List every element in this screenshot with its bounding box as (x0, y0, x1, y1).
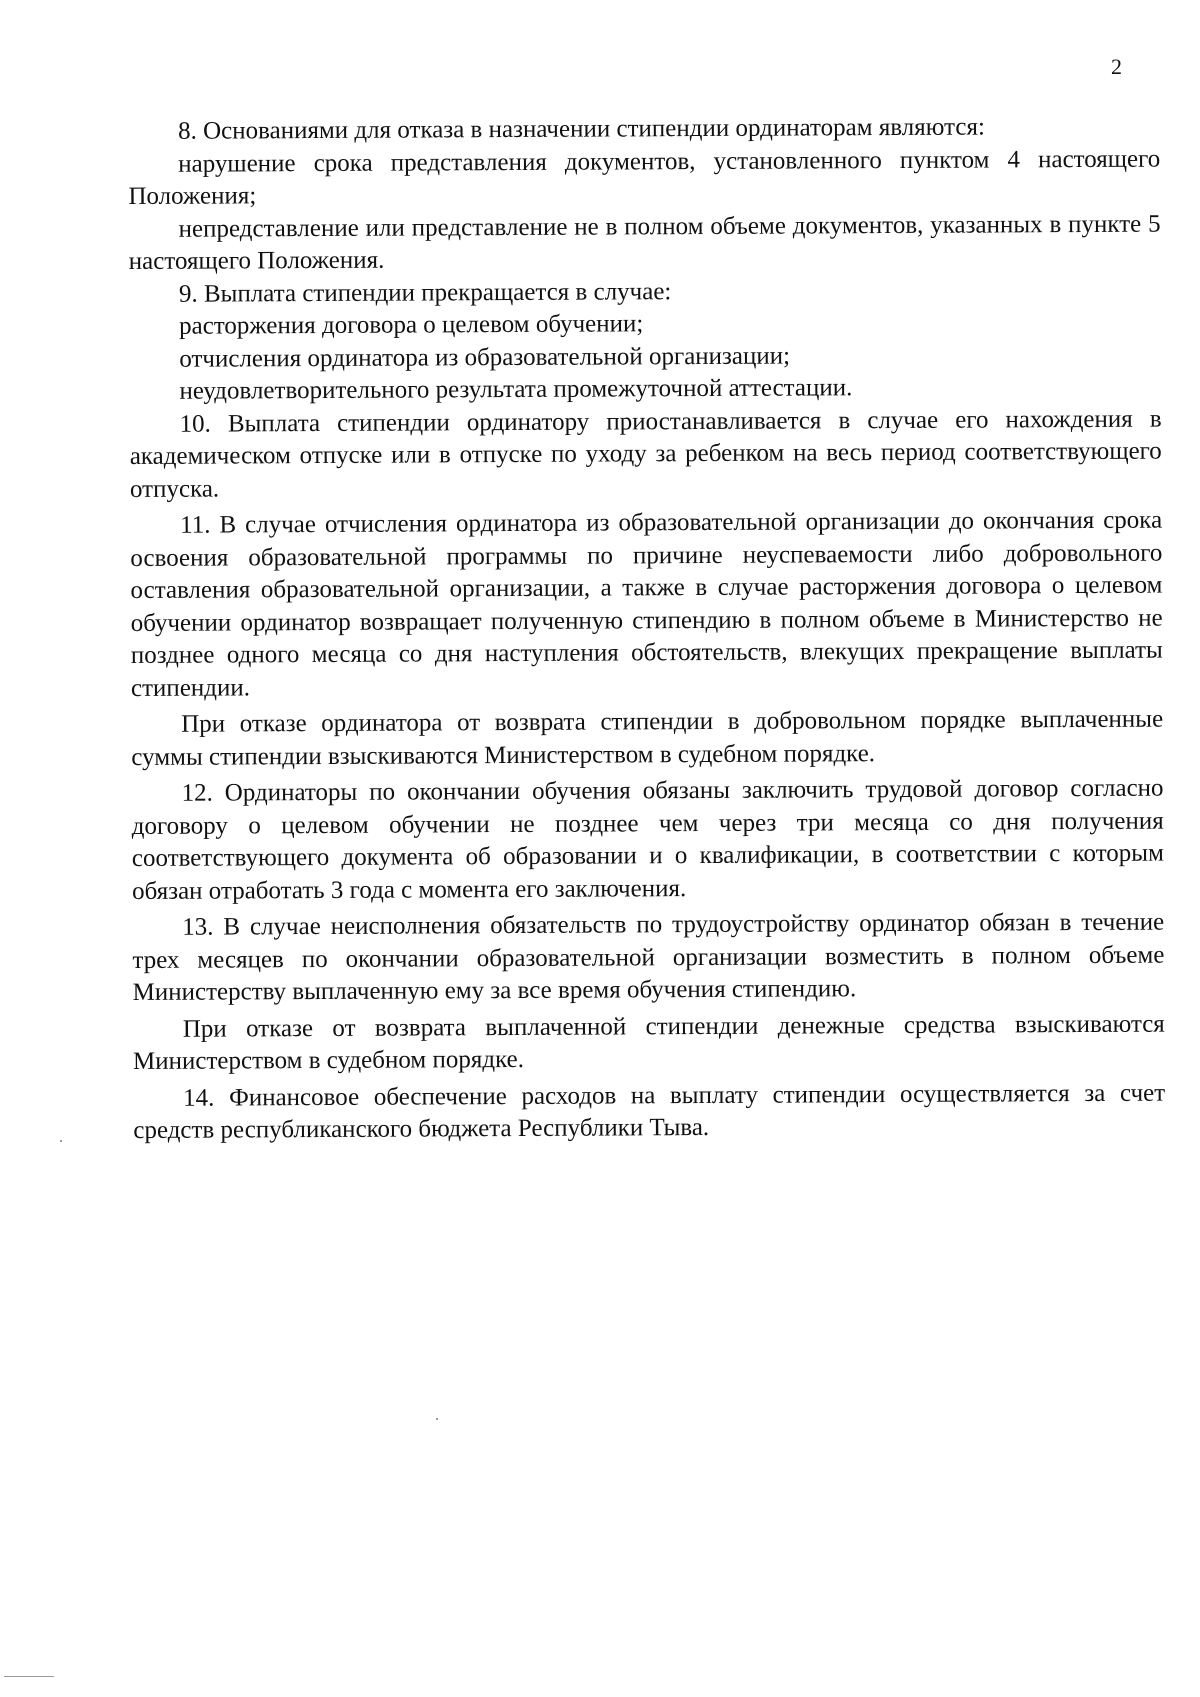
paragraph-13: 13. В случае неисполнения обязательств по трудоустройству ординатор обязан в течение трех месяцев по окончании образовательной организации возместить в полном объеме Министерству выплаченную ему за все время обучения стипендию. (132, 908, 1165, 1006)
page-number: 2 (1111, 54, 1122, 79)
paragraph-9-item-3: неудовлетворительного результата промежуточной аттестации. (179, 374, 853, 405)
paragraph-8-item-1: нарушение срока представления документов, установленного пунктом 4 настоящего Положения; (128, 145, 1161, 210)
document-body (128, 111, 1165, 1148)
scan-speck (4, 1676, 54, 1677)
paragraph-12: 12. Ординаторы по окончании обучения обязаны заключить трудовой договор согласно договору о целевом обучении не позднее чем через три месяца со дня получения соответствующего документа об образовании и о квалификации, в соответствии с которым обязан отработать 3 года с момента его заключения. (131, 774, 1164, 905)
paragraph-14: 14. Финансовое обеспечение расходов на выплату стипендии осуществляется за счет средств республиканского бюджета Республики Тыва. (133, 1079, 1166, 1144)
paragraph-8-intro: 8. Основаниями для отказа в назначении стипендии ординаторам являются: (178, 113, 985, 145)
paragraph-11-refusal: При отказе ординатора от возврата стипендии в добровольном порядке выплаченные суммы стипендии взыскиваются Министерством в судебном порядке. (131, 705, 1164, 771)
paragraph-9-item-1: расторжения договора о целевом обучении; (179, 310, 644, 340)
paragraph-8-item-2: непредставление или представление не в полном объеме документов, указанных в пункте 5 настоящего Положения. (128, 210, 1161, 275)
paragraph-9-item-2: отчисления ординатора из образовательной организации; (179, 342, 791, 373)
paragraph-11: 11. В случае отчисления ординатора из образовательной организации до окончания срока освоения образовательной программы по причине неуспеваемости либо добровольного оставления образовательной организации, а также в случае расторжения договора о целевом обучении ординатор возвращает полученную стипендию в полном объеме в Министерство не позднее одного месяца со дня наступления обстоятельств, влекущих прекращение выплаты стипендии. (130, 506, 1163, 702)
scan-speck (436, 1418, 438, 1420)
paragraph-10: 10. Выплата стипендии ординатору приостанавливается в случае его нахождения в академическом отпуске или в отпуске по уходу за ребенком на весь период соответствующего отпуска. (129, 405, 1162, 503)
paragraph-9-intro: 9. Выплата стипендии прекращается в случае: (178, 277, 672, 308)
scan-speck (60, 1140, 62, 1142)
paragraph-13-refusal: При отказе от возврата выплаченной стипендии денежные средства взыскиваются Министерством в судебном порядке. (132, 1010, 1165, 1075)
